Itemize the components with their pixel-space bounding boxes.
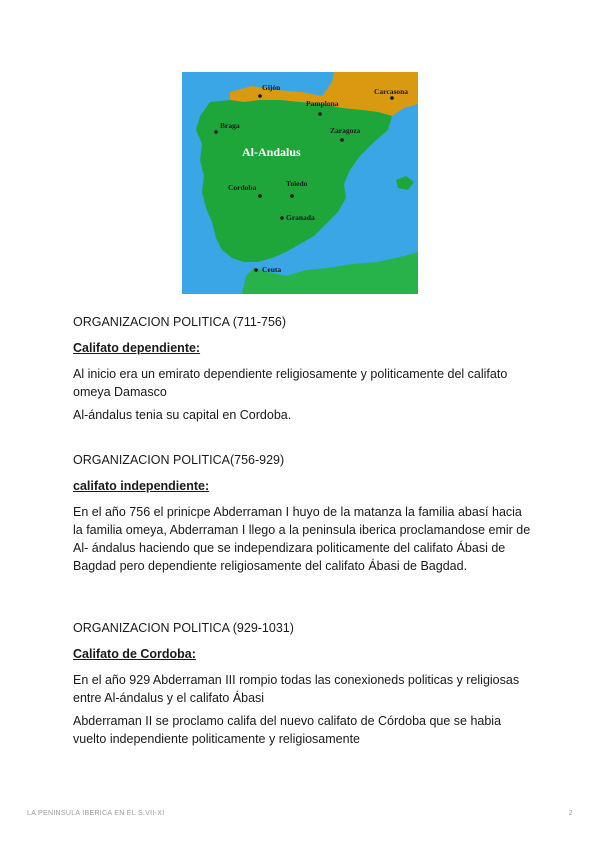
city-dot (318, 112, 322, 116)
city-label: Granada (286, 213, 315, 222)
city-dot (280, 216, 284, 220)
city-label: Braga (220, 121, 240, 130)
paragraph: Abderraman II se proclamo califa del nuevo califato de Córdoba que se habia vuelto independiente politicamente y religiosamente (73, 714, 502, 746)
city-dot (214, 130, 218, 134)
map-title: Al-Andalus (242, 145, 301, 159)
city-label: Zaragoza (330, 126, 361, 135)
section-subtitle: califato independiente: (73, 479, 210, 493)
city-dot (258, 194, 262, 198)
footer-title: LA PENINSULA IBERICA EN EL S.VII-XI (27, 810, 165, 817)
paragraph: Al-ándalus tenia su capital en Cordoba. (73, 408, 292, 422)
paragraph: Al inicio era un emirato dependiente religiosamente y politicamente del califato omeya Damasco (73, 367, 508, 399)
city-dot (258, 94, 262, 98)
city-dot (290, 194, 294, 198)
city-label: Ceuta (262, 265, 282, 274)
city-label: Carcasona (374, 87, 409, 96)
paragraph: En el año 929 Abderraman III rompio todas las conexioneds politicas y religiosas entre Al-ándalus y el califato Ábasi (73, 673, 520, 705)
section-929-1031 (73, 620, 533, 753)
city-dot (340, 138, 344, 142)
al-andalus-map (182, 72, 418, 294)
section-711-756 (73, 314, 533, 429)
city-dot (390, 96, 394, 100)
city-label: Toledo (286, 179, 308, 188)
city-label: Cordoba (228, 183, 257, 192)
city-label: Pamplona (306, 99, 339, 108)
section-subtitle: Califato dependiente: (73, 341, 201, 355)
section-title: ORGANIZACION POLITICA(756-929) (73, 453, 285, 467)
section-title: ORGANIZACION POLITICA (929-1031) (73, 621, 294, 635)
page-number: 2 (568, 810, 573, 817)
section-756-929 (73, 452, 533, 580)
city-dot (254, 268, 258, 272)
section-subtitle: Califato de Cordoba: (73, 647, 196, 661)
city-granada (280, 213, 315, 222)
city-label: Gijón (262, 83, 281, 92)
paragraph: En el año 756 el prinicpe Abderraman I huyo de la matanza la familia abasí hacia la familia omeya, Abderraman I llego a la peninsula iberica proclamandose emir de Al- ándalus haciendo que se independizara politicamente del califato Ábasi de Bagdad pero dependiente religiosamente del califato Ábasi de Bagdad. (73, 505, 531, 573)
section-title: ORGANIZACION POLITICA (711-756) (73, 315, 287, 329)
